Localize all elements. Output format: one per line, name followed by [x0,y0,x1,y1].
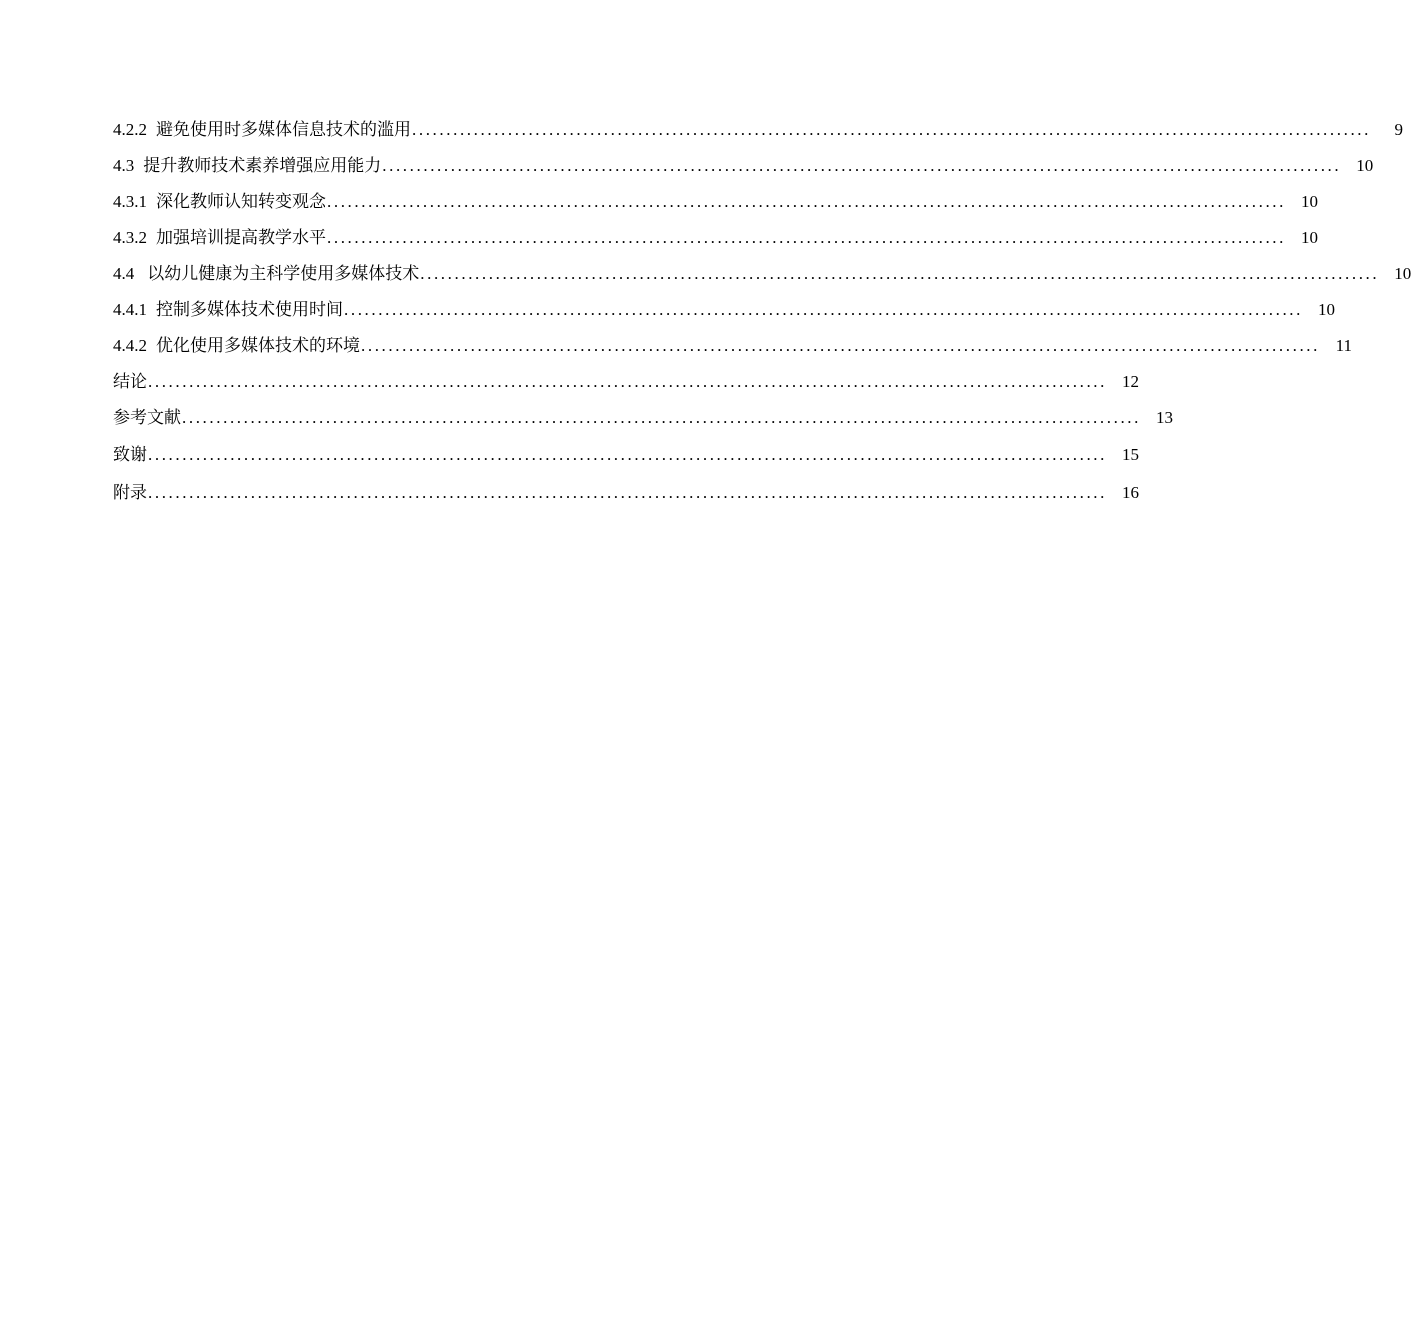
toc-section-number: 4.4.1 [113,300,147,319]
toc-dot-leader: ............................................................................................................................................ [148,372,1107,391]
toc-section-title: 提升教师技术素养增强应用能力 [143,156,382,175]
toc-entry-4-4-1[interactable] [113,297,1335,323]
toc-dot-leader: ............................................................................................................................................ [382,156,1342,175]
toc-page-number: 10 [1301,192,1318,211]
toc-section-number: 4.3 [113,156,135,175]
toc-entry-acknowledgements[interactable] [113,442,1139,468]
toc-section-number: 4.4.2 [113,336,147,355]
toc-entry-appendix[interactable] [113,480,1139,506]
toc-page-number: 12 [1122,372,1139,391]
toc-page-number: 10 [1356,156,1374,175]
toc-section-title: 优化使用多媒体技术的环境 [156,336,360,355]
toc-entry-4-4-2[interactable] [113,333,1352,359]
toc-entry-4-4[interactable] [113,261,1411,287]
toc-dot-leader: ............................................................................................................................................ [344,300,1303,319]
toc-section-title: 致谢 [113,445,147,464]
toc-page-number: 10 [1318,300,1335,319]
toc-section-number: 4.3.2 [113,228,147,247]
toc-page-number: 11 [1335,336,1352,355]
toc-entry-4-3[interactable] [113,153,1374,179]
toc-page-number: 13 [1156,408,1173,427]
toc-entry-conclusion[interactable] [113,369,1139,395]
toc-section-number: 4.3.1 [113,192,147,211]
toc-entry-4-2-2[interactable] [113,117,1403,143]
toc-section-title: 避免使用时多媒体信息技术的滥用 [156,120,411,139]
toc-section-title: 控制多媒体技术使用时间 [156,300,343,319]
toc-entry-4-3-1[interactable] [113,189,1318,215]
toc-section-title: 加强培训提高教学水平 [156,228,326,247]
toc-section-title: 结论 [113,372,147,391]
toc-section-title: 附录 [113,483,147,502]
toc-section-title: 深化教师认知转变观念 [156,192,326,211]
toc-dot-leader: ............................................................................................................................................ [361,336,1320,355]
toc-section-title: 参考文献 [113,408,181,427]
toc-dot-leader: ............................................................................................................................................ [148,483,1107,502]
toc-section-number: 4.4 [113,264,135,283]
toc-dot-leader: ............................................................................................................................................ [182,408,1141,427]
toc-section-title: 以幼儿健康为主科学使用多媒体技术 [147,264,420,283]
toc-page-number: 16 [1122,483,1139,502]
toc-page-number: 10 [1301,228,1318,247]
toc-dot-leader: ............................................................................................................................................ [327,192,1286,211]
toc-entry-references[interactable] [113,405,1173,431]
toc-dot-leader: ............................................................................................................................................ [327,228,1286,247]
toc-dot-leader: ............................................................................................................................................ [420,264,1380,283]
toc-section-number: 4.2.2 [113,120,147,139]
toc-dot-leader: ............................................................................................................................................ [412,120,1371,139]
toc-page-number: 10 [1394,264,1411,283]
toc-entry-4-3-2[interactable] [113,225,1318,251]
toc-page-number: 15 [1122,445,1139,464]
toc-dot-leader: ............................................................................................................................................ [148,445,1107,464]
toc-page-number: 9 [1394,120,1403,139]
